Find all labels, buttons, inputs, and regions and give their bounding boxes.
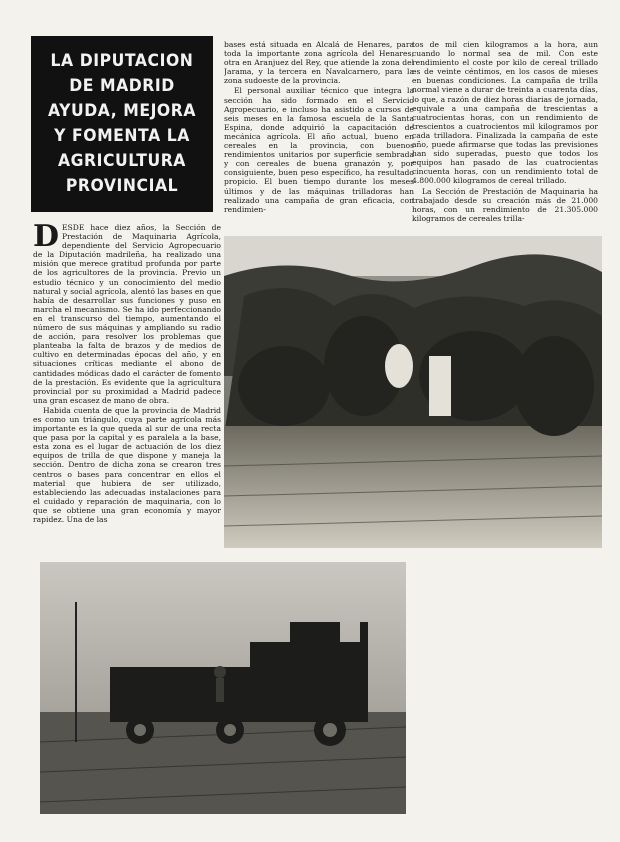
article-column-3: [412, 40, 598, 232]
threshing-machine-image: [40, 562, 406, 814]
harvest-field-image: [224, 236, 602, 548]
photo-harvest-field: [224, 236, 602, 548]
headline-box: [31, 36, 213, 212]
headline: LA DIPUTACION DE MADRID AYUDA, MEJORA Y FOMENTA LA AGRICULTURA PROVINCIAL: [47, 51, 197, 196]
article-paragraph: La Sección de Prestación de Maquinaria ha trabajado desde su creación más de 21.000 horas, con un rendimiento de 21.305.000 kilogramos de cereales trilla-: [412, 186, 598, 223]
article-paragraph: [33, 223, 221, 405]
paragraph-text: ESDE hace diez años, la Sección de Prestación de Maquinaria Agrícola, dependiente del Servicio Agropecuario de la Diputación madrileña, ha realizado una misión que merece gratitud profunda por parte de los agricultores de la provincia. Previo un estudio técnico y un conocimiento del medio natural y social agrícola, alentó las bases en que había de desarrollar sus funciones y puso en marcha el mecanismo. Se ha ido perfeccionando en el transcurso del tiempo, aumentando el número de sus máquinas y ampliando su radio de acción, para resolver los problemas que planteaba la falta de brazos y de medios de cultivo en determinadas épocas del año, y en situaciones críticas mediante el abono de cantidades módicas dado el carácter de fomento de la prestación. Es evidente que la agricultura provincial por su proximidad a Madrid padece una gran escasez de mano de obra.: [33, 223, 221, 405]
article-paragraph: bases está situada en Alcalá de Henares, para toda la importante zona agrícola del Henares; otra en Aranjuez del Rey, que atiende la zona del Jarama, y la tercera en Navalcarnero, para la zona sudoeste de la provincia.: [224, 40, 414, 86]
article-paragraph: El personal auxiliar técnico que integra la sección ha sido formado en el Servicio Agropecuario, e incluso ha asistido a cursos de seis meses en la famosa escuela de la Santa Espina, donde adquirió la capacitación de mecánica agrícola. El año actual, bueno en cereales en la provincia, con buenos rendimientos unitarios por superficie sembrada y con cereales de buena granazón y, por consiguiente, buen peso específico, ha resultado propicio. El buen tiempo durante los meses últimos y de las máquinas trilladoras han realizado una campaña de gran eficacia, con rendimien-: [224, 86, 414, 214]
drop-cap: D: [33, 223, 60, 254]
photo-threshing-machine: [40, 562, 406, 814]
article-paragraph: Habida cuenta de que la provincia de Madrid es como un triángulo, cuya parte agrícola más importante es la que queda al sur de una recta que pasa por la capital y es paralela a la base, esta zona es el lugar de actuación de los diez equipos de trilla de que dispone y maneja la sección. Dentro de dicha zona se crearon tres centros o bases para concentrar en ellos el material que hubiera de ser utilizado, estableciendo las adecuadas instalaciones para el cuidado y reparación de maquinaria, con lo que se obtiene una gran economía y mayor rapidez. Una de las: [33, 405, 221, 524]
article-column-1: [33, 223, 221, 553]
article-column-2: [224, 40, 414, 232]
article-paragraph: tos de mil cien kilogramos a la hora, aun cuando lo normal sea de mil. Con este rendimiento el coste por kilo de cereal trillado es de veinte céntimos, en los casos de mieses en buenas condiciones. La campaña de trilla normal viene a durar de treinta a cuarenta días, lo que, a razón de diez horas diarias de jornada, equivale a una campaña de trescientas a cuatrocientas horas, con un rendimiento de trescientos a cuatrocientos mil kilogramos por cada trilladora. Finalizada la campaña de este año, puede afirmarse que todas las previsiones han sido superadas, puesto que todos los equipos han pasado de las cuatrocientas cincuenta horas, con un rendimiento total de 4.800.000 kilogramos de cereal trillado.: [412, 40, 598, 186]
